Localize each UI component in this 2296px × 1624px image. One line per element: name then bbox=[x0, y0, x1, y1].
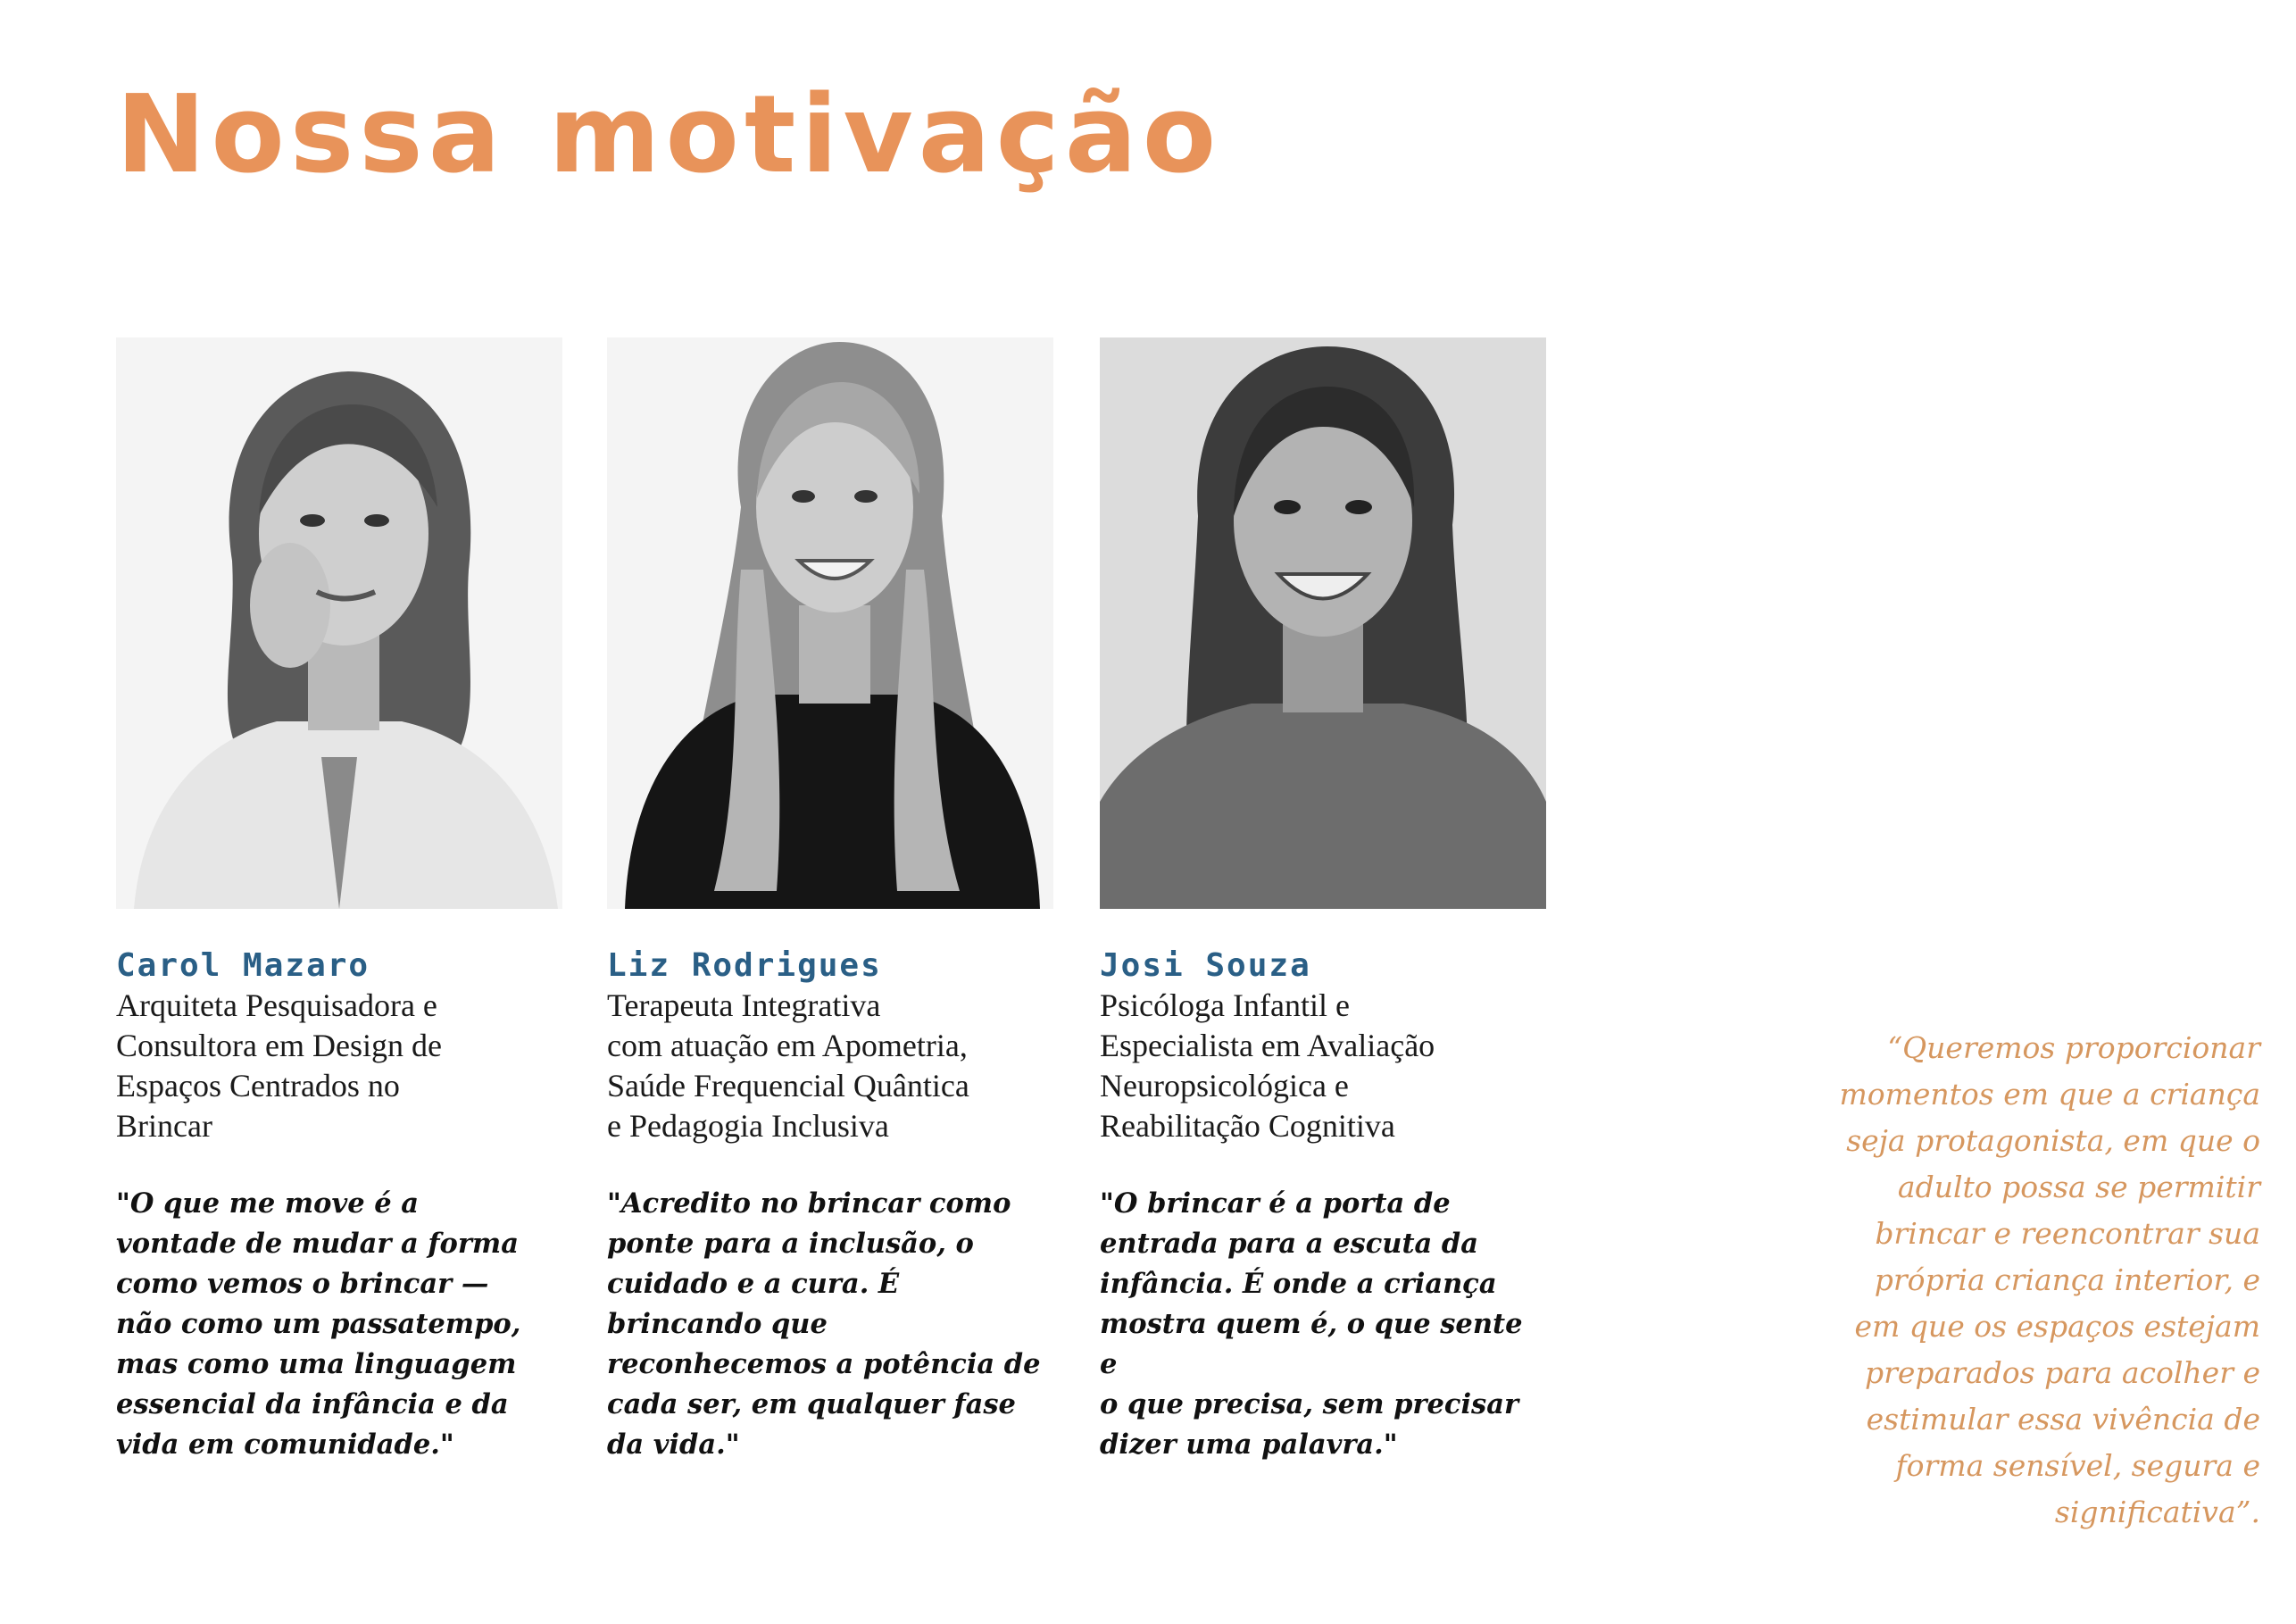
portrait-josi-image bbox=[1100, 337, 1546, 909]
page-title: Nossa motivação bbox=[116, 73, 1222, 197]
person-quote: "Acredito no brincar como ponte para a inclusão, o cuidado e a cura. É brincando que reconhecemos a potência de cada ser, em qualquer fase da vida." bbox=[607, 1187, 1041, 1461]
person-role: Psicóloga Infantil e Especialista em Avaliação Neuropsicológica e Reabilitação Cognitiva bbox=[1100, 987, 1435, 1144]
portrait-liz-image bbox=[607, 337, 1053, 909]
motivation-quote: “Queremos proporcionar momentos em que a criança seja protagonista, em que o adulto possa se permitir brincar e reencontrar sua própria criança interior, e em que os espaços estejam preparados para acolher e estimular essa vivência de forma sensível, segura e significativa”. bbox=[1839, 1030, 2260, 1529]
person-quote: "O brincar é a porta de entrada para a escuta da infância. É onde a criança mostra quem é, o que sente e o que precisa, sem precisar dizer uma palavra." bbox=[1100, 1187, 1523, 1461]
profile-card-carol bbox=[116, 337, 562, 1465]
portrait-carol-image bbox=[116, 337, 562, 909]
person-name: Josi Souza bbox=[1100, 947, 1311, 984]
person-quote: "O que me move é a vontade de mudar a forma como vemos o brincar — não como um passatempo, mas como uma linguagem essencial da infância e da vida em comunidade." bbox=[116, 1187, 521, 1461]
person-name: Liz Rodrigues bbox=[607, 947, 882, 984]
person-role: Terapeuta Integrativa com atuação em Apometria, Saúde Frequencial Quântica e Pedagogia Inclusiva bbox=[607, 987, 969, 1144]
profile-card-liz bbox=[607, 337, 1053, 1465]
portrait-photo bbox=[1100, 337, 1546, 909]
person-name: Carol Mazaro bbox=[116, 947, 370, 984]
portrait-photo bbox=[607, 337, 1053, 909]
person-role: Arquiteta Pesquisadora e Consultora em Design de Espaços Centrados no Brincar bbox=[116, 987, 442, 1144]
portrait-photo bbox=[116, 337, 562, 909]
profile-card-josi bbox=[1100, 337, 1546, 1465]
